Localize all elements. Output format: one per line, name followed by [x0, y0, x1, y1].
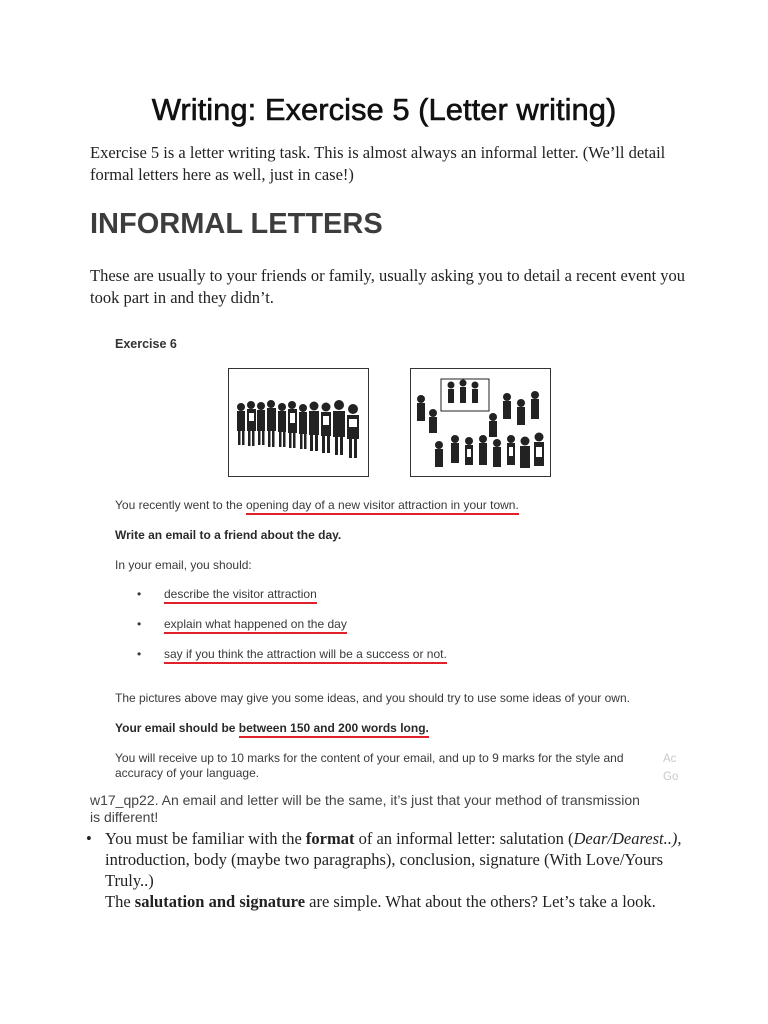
task-bullet: [137, 617, 347, 631]
text-run: introduction, body (maybe two paragraphs), conclusion, signature (With Love/Yours Truly..): [105, 850, 664, 890]
task-bullet: [137, 647, 447, 661]
task-bullet: [137, 587, 317, 601]
marks-line-2: accuracy of your language.: [115, 766, 260, 780]
intro-paragraph: Exercise 5 is a letter writing task. This is almost always an informal letter. (We’ll detail formal letters here as well, just in case!): [90, 143, 666, 184]
bullet-text: explain what happened on the day: [164, 617, 347, 634]
bullet-glyph: •: [86, 829, 92, 848]
watermark-text: Ac: [663, 753, 677, 765]
crowd-illustration: [410, 368, 551, 477]
exam-excerpt-image: [90, 325, 710, 795]
salutation-example: Dear/Dearest..),: [573, 829, 682, 848]
section-heading: INFORMAL LETTERS: [90, 208, 383, 240]
scenario-line: [115, 498, 519, 512]
bullet-text: say if you think the attraction will be a success or not.: [164, 647, 447, 664]
bullet-glyph: •: [137, 587, 142, 601]
format-bullet-text: [105, 828, 685, 912]
text-run: of an informal letter: salutation (: [354, 829, 574, 848]
section-intro-paragraph: These are usually to your friends or family, usually asking you to detail a recent event you took part in and they didn’t.: [90, 266, 686, 307]
length-text: Your email should be: [115, 721, 239, 735]
pictures-note: The pictures above may give you some ideas, and you should try to use some ideas of your own.: [115, 691, 630, 705]
page-title: Writing: Exercise 5 (Letter writing): [151, 92, 617, 127]
should-line: In your email, you should:: [115, 558, 252, 572]
length-line: [115, 721, 429, 735]
format-keyword: format: [305, 829, 355, 848]
text-run: You must be familiar with the: [105, 829, 306, 848]
instruction-line: Write an email to a friend about the day.: [115, 528, 342, 542]
image-caption: w17_qp22. An email and letter will be the same, it’s just that your method of transmission is different!: [90, 792, 640, 825]
text-run: The: [105, 892, 135, 911]
bullet-glyph: •: [137, 647, 142, 661]
queue-illustration: [228, 368, 369, 477]
scenario-underlined: opening day of a new visitor attraction in your town.: [246, 498, 519, 515]
bullet-text: describe the visitor attraction: [164, 587, 317, 604]
exercise-label: Exercise 6: [115, 337, 177, 351]
bullet-glyph: •: [137, 617, 142, 631]
watermark-text-2: Go: [663, 771, 679, 783]
length-underlined: between 150 and 200 words long.: [239, 721, 429, 738]
text-run: are simple. What about the others? Let’s take a look.: [305, 892, 656, 911]
salutation-keyword: salutation and signature: [134, 892, 306, 911]
scenario-text: You recently went to the: [115, 498, 246, 512]
marks-line: You will receive up to 10 marks for the content of your email, and up to 9 marks for the style and: [115, 751, 624, 765]
